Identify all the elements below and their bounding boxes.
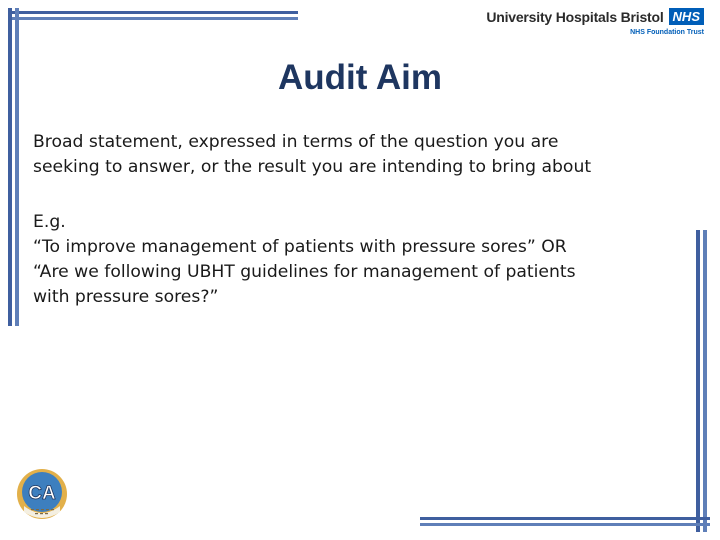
frame-bar-left-1: [8, 8, 12, 326]
frame-bar-bottom-2: [420, 523, 710, 526]
example-line: “To improve management of patients with pressure sores” OR: [33, 237, 567, 257]
definition-paragraph: [33, 130, 673, 180]
definition-line: Broad statement, expressed in terms of the question you are: [33, 132, 559, 152]
example-line: “Are we following UBHT guidelines for management of patients: [33, 262, 576, 282]
trust-name: NHS Foundation Trust: [630, 29, 704, 36]
example-line: with pressure sores?”: [33, 287, 219, 307]
frame-bar-top-1: [10, 11, 298, 14]
clinical-audit-badge-icon: [14, 466, 70, 522]
hospital-logo: [464, 8, 704, 42]
frame-bar-right-1: [696, 230, 700, 532]
frame-bar-top-2: [10, 17, 298, 20]
organisation-name: University Hospitals Bristol: [486, 8, 664, 25]
logo-main-line: [486, 8, 704, 25]
slide-title: Audit Aim: [278, 58, 442, 97]
example-label: E.g.: [33, 212, 66, 232]
example-paragraph: [33, 210, 673, 310]
nhs-logo: NHS: [669, 8, 704, 25]
frame-bar-left-2: [15, 8, 19, 326]
frame-bar-right-2: [703, 230, 707, 532]
slide-body: [33, 130, 673, 310]
badge-letters: CA: [28, 483, 56, 504]
definition-line: seeking to answer, or the result you are intending to bring about: [33, 157, 592, 177]
frame-bar-bottom-1: [420, 517, 710, 520]
